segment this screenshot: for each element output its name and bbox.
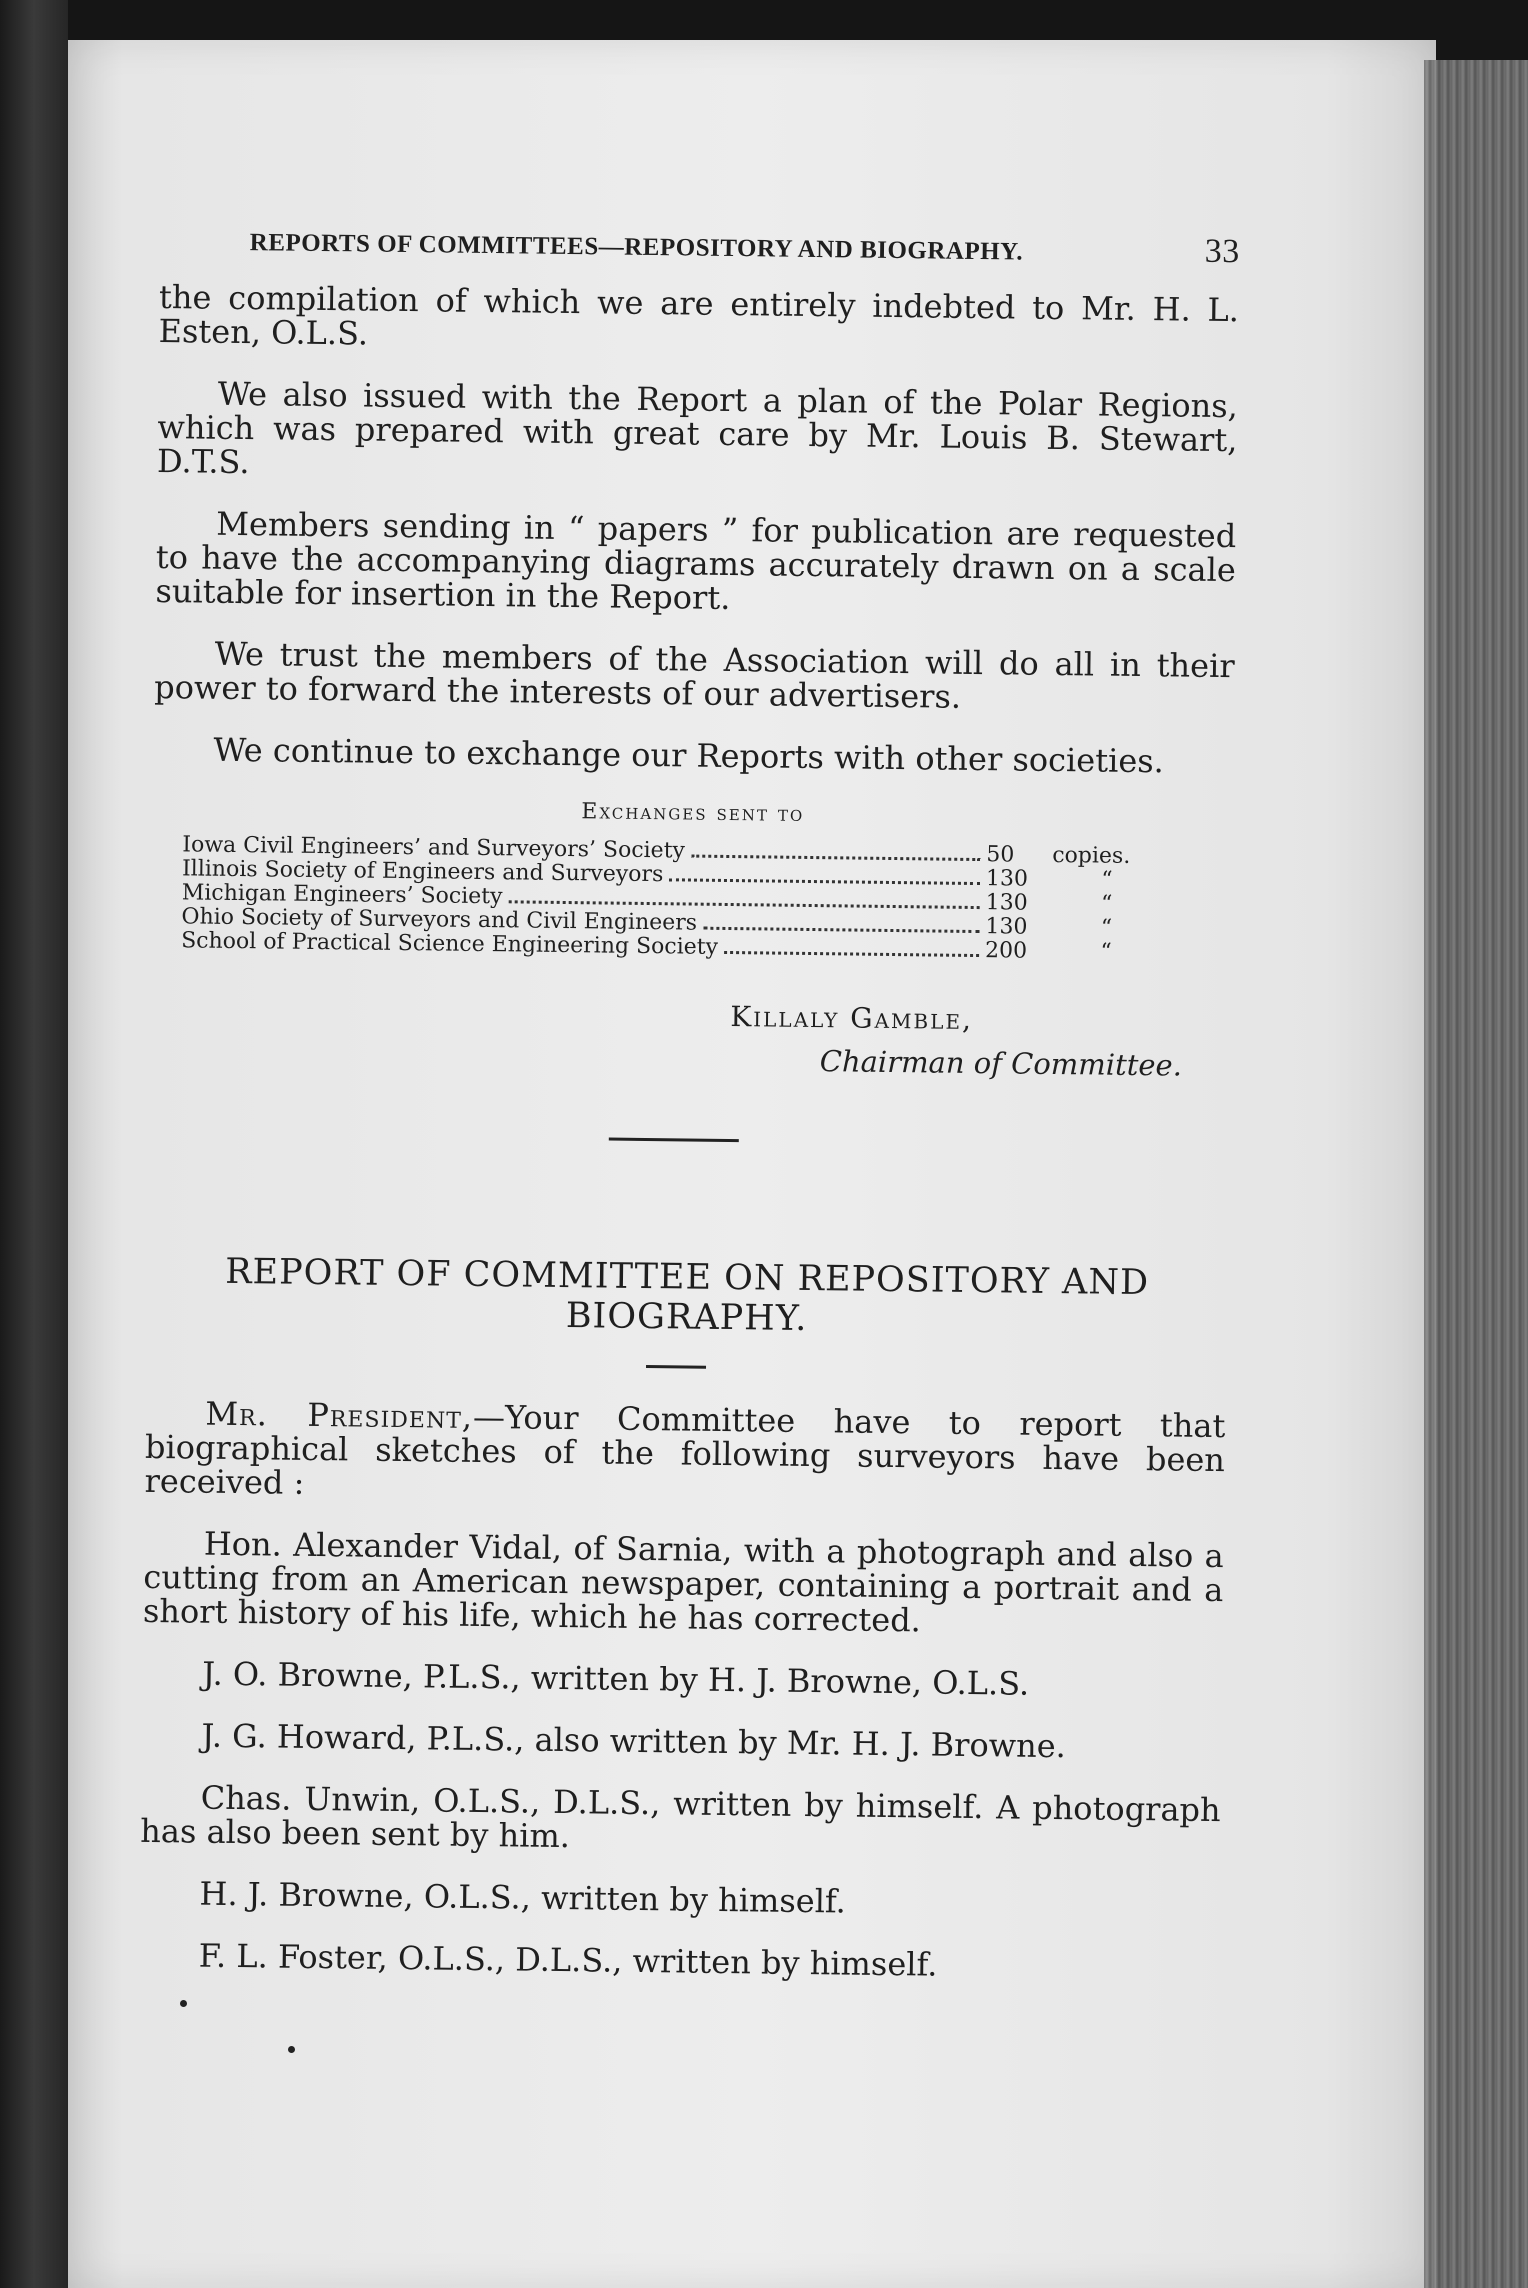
- exchanges-list: [181, 833, 1162, 965]
- biography-item: H. J. Browne, O.L.S., written by himself.: [199, 1874, 847, 1921]
- title-rule: [646, 1365, 706, 1369]
- ink-speck: [288, 2046, 295, 2053]
- exchange-society: Michigan Engineers’ Society: [181, 880, 503, 910]
- page-number: 33: [1204, 232, 1240, 271]
- exchanges-heading: Exchanges sent to: [581, 799, 805, 827]
- dot-leader: [508, 900, 979, 909]
- paragraph: We trust the members of the Association will do all in their power to forward the interests of our advertisers.: [154, 634, 1235, 716]
- dot-leader: [724, 951, 979, 957]
- exchange-unit: copies.: [1052, 842, 1131, 869]
- paragraph: We also issued with the Report a plan of the Polar Regions, which was prepared with great care by Mr. Louis B. Stewart, D.T.S.: [156, 374, 1239, 482]
- paragraph: Members sending in “ papers ” for publication are requested to have the accompanying diagrams accurately drawn on a scale suitable for insertion in the Report.: [155, 504, 1237, 617]
- page-content: [138, 220, 1240, 2013]
- exchange-count: 130: [985, 890, 1028, 916]
- dot-leader: [703, 927, 979, 933]
- exchange-unit: “: [1100, 891, 1113, 917]
- exchange-society: Ohio Society of Surveyors and Civil Engineers: [181, 904, 698, 936]
- dot-leader: [691, 855, 980, 862]
- intro-text: —Your Committee have to report that biographical sketches of the following surveyors have been received :: [144, 1397, 1226, 1502]
- exchange-unit: “: [1100, 915, 1113, 941]
- exchange-count: 130: [985, 866, 1029, 892]
- biography-item: Chas. Unwin, O.L.S., D.L.S., written by himself. A photograph has also been sent by him.: [140, 1778, 1221, 1856]
- biography-item: Hon. Alexander Vidal, of Sarnia, with a photograph and also a cutting from an American newspaper, containing a portrait and a short history of his life, which he has corrected.: [142, 1524, 1224, 1640]
- signature-block: [150, 993, 1231, 1083]
- exchange-unit: “: [1100, 939, 1112, 965]
- exchange-count: 130: [985, 914, 1028, 940]
- exchange-unit: “: [1101, 867, 1113, 893]
- salutation: Mr. President,: [205, 1394, 474, 1436]
- dot-leader: [669, 878, 980, 885]
- biography-item: J. G. Howard, P.L.S., also written by Mr. H. J. Browne.: [201, 1716, 1067, 1766]
- running-head-title: REPORTS OF COMMITTEES—REPOSITORY AND BIOGRAPHY.: [249, 229, 1024, 266]
- biography-item: J. O. Browne, P.L.S., written by H. J. Browne, O.L.S.: [202, 1654, 1030, 1703]
- signature-name: Killaly Gamble,: [730, 1000, 974, 1036]
- page-edges: [1424, 60, 1528, 2288]
- section-intro: [144, 1396, 1225, 1511]
- exchange-count: 50: [986, 842, 1015, 868]
- exchange-society: Illinois Society of Engineers and Surveyors: [181, 856, 664, 888]
- exchange-society: Iowa Civil Engineers’ and Surveyors’ Society: [182, 832, 686, 864]
- paragraph: We continue to exchange our Reports with other societies.: [213, 730, 1165, 781]
- exchange-society: School of Practical Science Engineering Society: [181, 928, 719, 960]
- section-divider: [609, 1138, 739, 1143]
- exchange-count: 200: [984, 938, 1028, 964]
- section-title: REPORT OF COMMITTEE ON REPOSITORY AND BIOGRAPHY.: [224, 1251, 1150, 1339]
- signature-title: Chairman of Committee.: [819, 1044, 1183, 1083]
- paragraph: the compilation of which we are entirely indebted to Mr. H. L. Esten, O.L.S.: [158, 277, 1240, 353]
- ink-speck: [180, 2000, 187, 2007]
- book-gutter-shadow: [0, 0, 68, 2288]
- biography-item: F. L. Foster, O.L.S., D.L.S., written by himself.: [198, 1936, 938, 1984]
